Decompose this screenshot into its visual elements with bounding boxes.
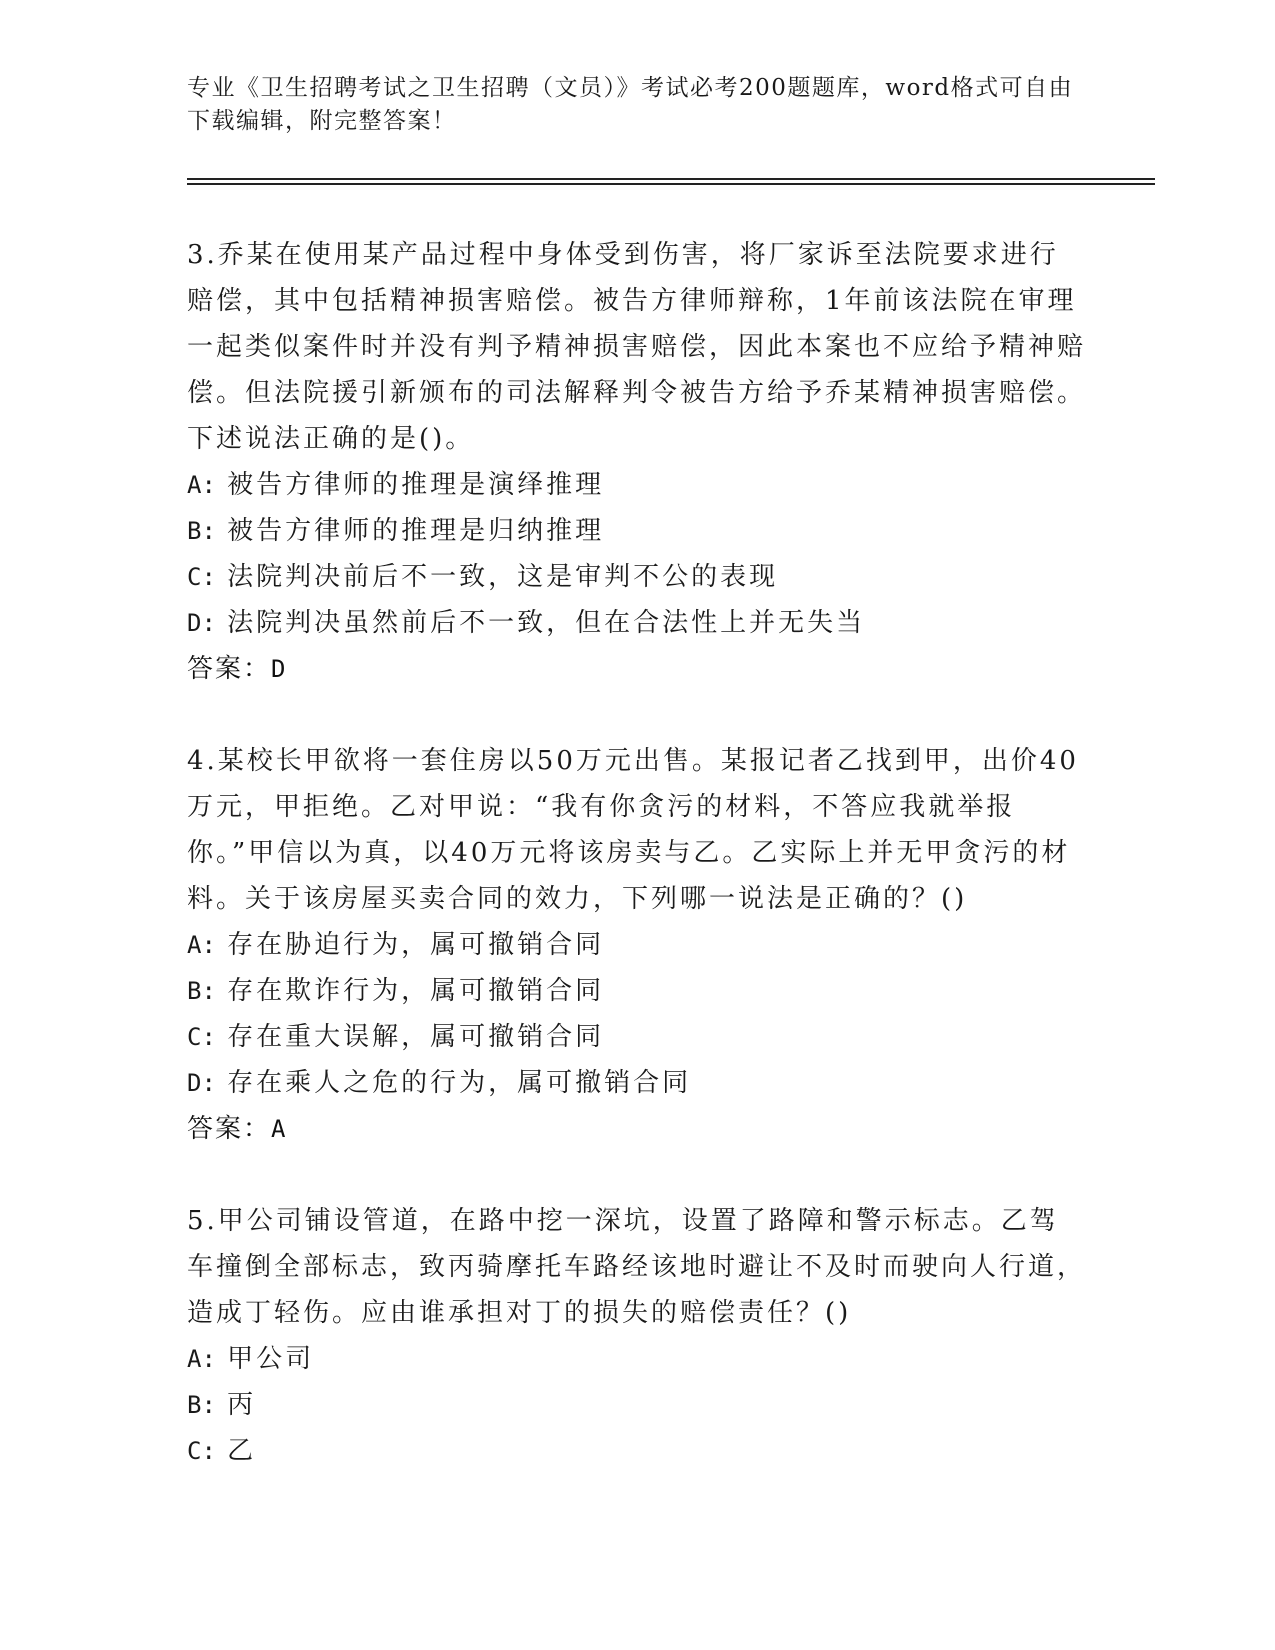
option-text: 存在乘人之危的行为，属可撤销合同 xyxy=(227,1068,692,1098)
question-list xyxy=(187,232,1087,1474)
answer-label: 答案： xyxy=(187,1114,272,1144)
option-a xyxy=(187,462,1087,508)
answer-label: 答案： xyxy=(187,654,272,684)
option-a xyxy=(187,922,1087,968)
option-c xyxy=(187,554,1087,600)
question-text: 3.乔某在使用某产品过程中身体受到伤害，将厂家诉至法院要求进行赔偿，其中包括精神损害赔偿。被告方律师辩称，1年前该法院在审理一起类似案件时并没有判予精神损害赔偿，因此本案也不应给予精神赔偿。但法院援引新颁布的司法解释判令被告方给予乔某精神损害赔偿。下述说法正确的是()。 xyxy=(187,240,1087,454)
option-text: 存在重大误解，属可撤销合同 xyxy=(227,1022,605,1052)
question-4 xyxy=(187,738,1087,1152)
option-letter: B: xyxy=(187,977,216,1005)
option-text: 甲公司 xyxy=(227,1344,315,1374)
question-3 xyxy=(187,232,1087,692)
option-letter: B: xyxy=(187,1391,216,1419)
option-text: 丙 xyxy=(227,1390,257,1420)
header-divider-top xyxy=(187,178,1155,180)
option-text: 被告方律师的推理是演绎推理 xyxy=(227,470,605,500)
option-letter: C: xyxy=(187,1437,216,1465)
option-letter: A: xyxy=(187,1345,216,1373)
spacer xyxy=(187,1152,1087,1198)
answer-line xyxy=(187,646,1087,692)
option-c xyxy=(187,1428,1087,1474)
option-b xyxy=(187,508,1087,554)
question-text: 4.某校长甲欲将一套住房以50万元出售。某报记者乙找到甲，出价40万元，甲拒绝。乙对甲说：“我有你贪污的材料，不答应我就举报你。”甲信以为真，以40万元将该房卖与乙。乙实际上并无甲贪污的材料。关于该房屋买卖合同的效力，下列哪一说法是正确的？() xyxy=(187,746,1079,914)
option-letter: A: xyxy=(187,931,216,959)
option-letter: D: xyxy=(187,609,216,637)
answer-value: D xyxy=(271,655,286,683)
option-b xyxy=(187,968,1087,1014)
option-text: 法院判决虽然前后不一致，但在合法性上并无失当 xyxy=(227,608,866,638)
option-text: 存在胁迫行为，属可撤销合同 xyxy=(227,930,605,960)
option-letter: A: xyxy=(187,471,216,499)
question-text: 5.甲公司铺设管道，在路中挖一深坑，设置了路障和警示标志。乙驾车撞倒全部标志，致丙骑摩托车路经该地时避让不及时而驶向人行道，造成丁轻伤。应由谁承担对丁的损失的赔偿责任？() xyxy=(187,1206,1087,1328)
option-letter: B: xyxy=(187,517,216,545)
option-text: 被告方律师的推理是归纳推理 xyxy=(227,516,605,546)
answer-line xyxy=(187,1106,1087,1152)
option-a xyxy=(187,1336,1087,1382)
option-c xyxy=(187,1014,1087,1060)
option-letter: C: xyxy=(187,1023,216,1051)
option-text: 存在欺诈行为，属可撤销合同 xyxy=(227,976,605,1006)
question-5 xyxy=(187,1198,1087,1474)
option-text: 乙 xyxy=(227,1436,257,1466)
answer-value: A xyxy=(271,1115,286,1143)
header-divider-bottom xyxy=(187,183,1155,185)
option-d xyxy=(187,600,1087,646)
option-letter: C: xyxy=(187,563,216,591)
option-text: 法院判决前后不一致，这是审判不公的表现 xyxy=(227,562,779,592)
document-header: 专业《卫生招聘考试之卫生招聘（文员）》考试必考200题题库，word格式可自由下载编辑，附完整答案！ xyxy=(187,75,1074,134)
option-b xyxy=(187,1382,1087,1428)
spacer xyxy=(187,692,1087,738)
option-letter: D: xyxy=(187,1069,216,1097)
option-d xyxy=(187,1060,1087,1106)
